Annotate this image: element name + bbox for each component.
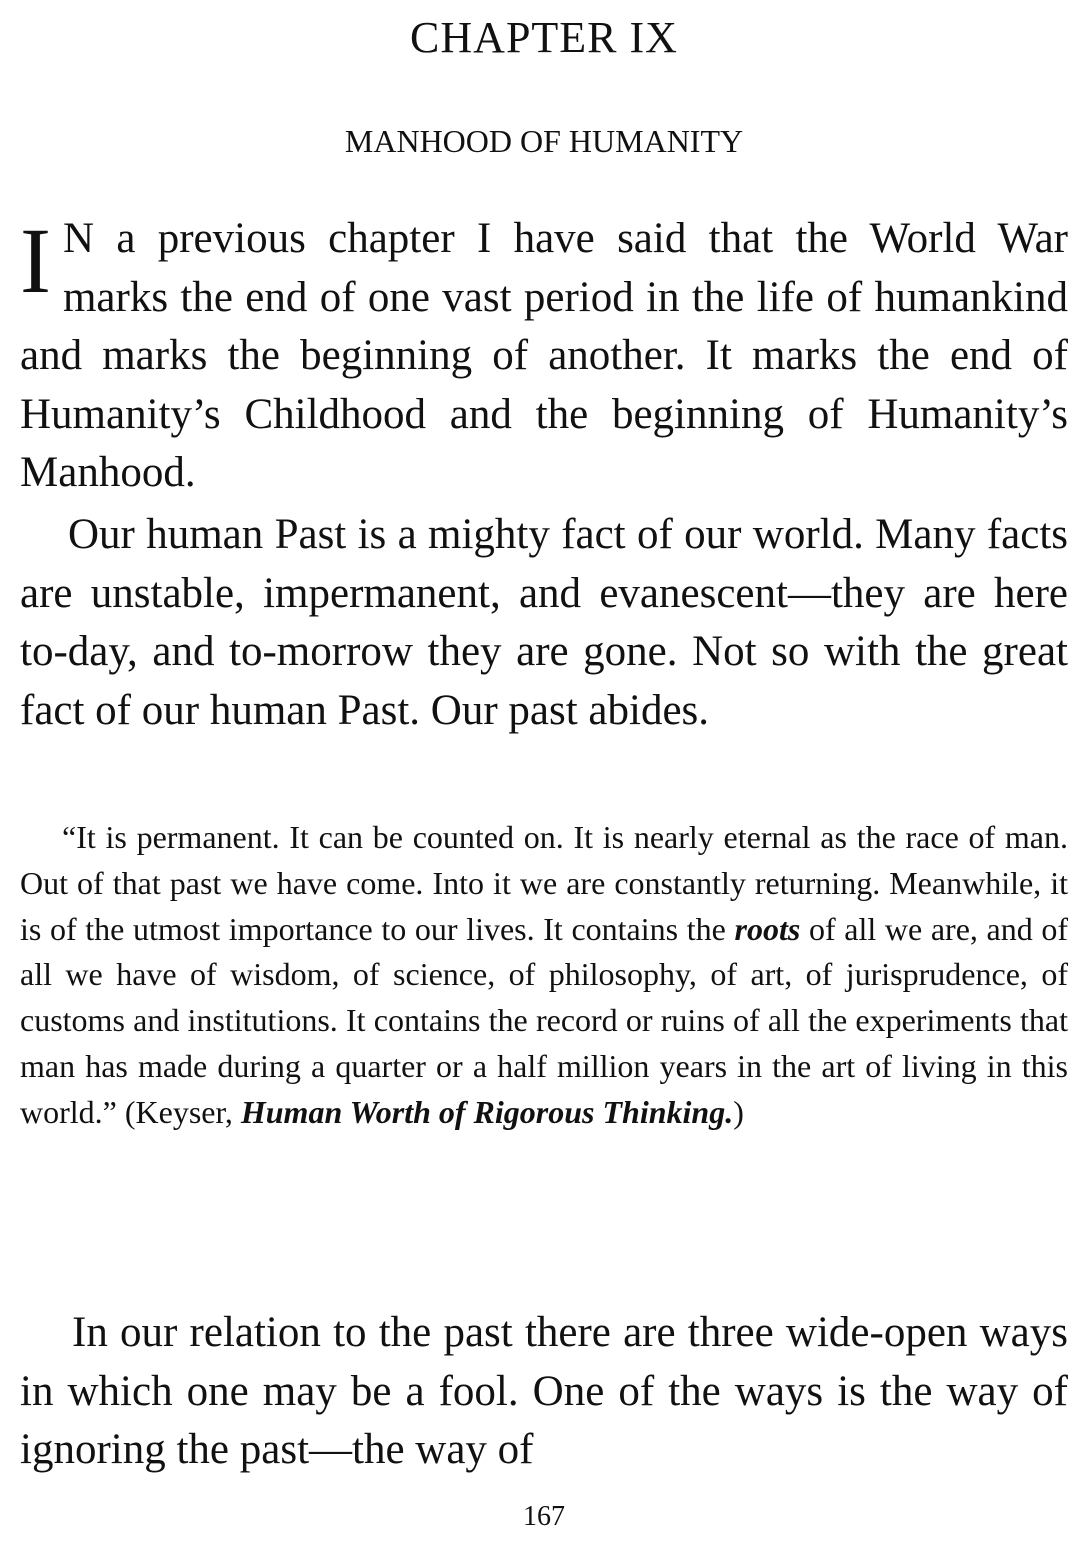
drop-cap: I <box>20 210 51 313</box>
quote-source-title: Human Worth of Rigorous Thinking. <box>240 1093 734 1130</box>
paragraph-past: Our human Past is a mighty fact of our world. Many facts are unstable, impermanent, and evanescent—they are here to-day, and to-morrow they are gone. Not so with the great fact of our human Past. Our past abides. <box>20 510 1068 734</box>
quote-closing-paren: ) <box>733 1093 744 1130</box>
paragraph-opening-text: N a previous chapter I have said that the World War marks the end of one vast period in the life of humankind and marks the beginning of another. It marks the end of Humanity’s Childhood and the beginning of Humanity’s Manhood. <box>20 215 1068 497</box>
block-quote <box>20 815 1068 1136</box>
chapter-subtitle: MANHOOD OF HUMANITY <box>344 123 744 159</box>
book-page <box>20 0 1068 1549</box>
quote-emphasis-roots: roots <box>734 910 801 947</box>
chapter-heading: CHAPTER IX <box>410 13 678 62</box>
paragraph-relation-to-past: In our relation to the past there are three wide-open ways in which one may be a fool. One of the ways is the way of ignoring the past—the way of <box>20 1309 1068 1474</box>
quote-text-part-2: of all we are, and of all we have of wisdom, of science, of philosophy, of art, of jurisprudence, of customs and institutions. It contains the record or ruins of all the experiments that man has made during a quarter or a half million years in the art of living in this world.” (Keyser, <box>20 910 1069 1130</box>
quote-text-part-1: “It is permanent. It can be counted on. It is nearly eternal as the race of man. Out of that past we have come. Into it we are constantly returning. Meanwhile, it is of the utmost importance to our lives. It contains the <box>20 819 1068 947</box>
paragraph-opening <box>20 210 1068 503</box>
body-text <box>20 210 1068 740</box>
page-number: 167 <box>523 1501 565 1532</box>
